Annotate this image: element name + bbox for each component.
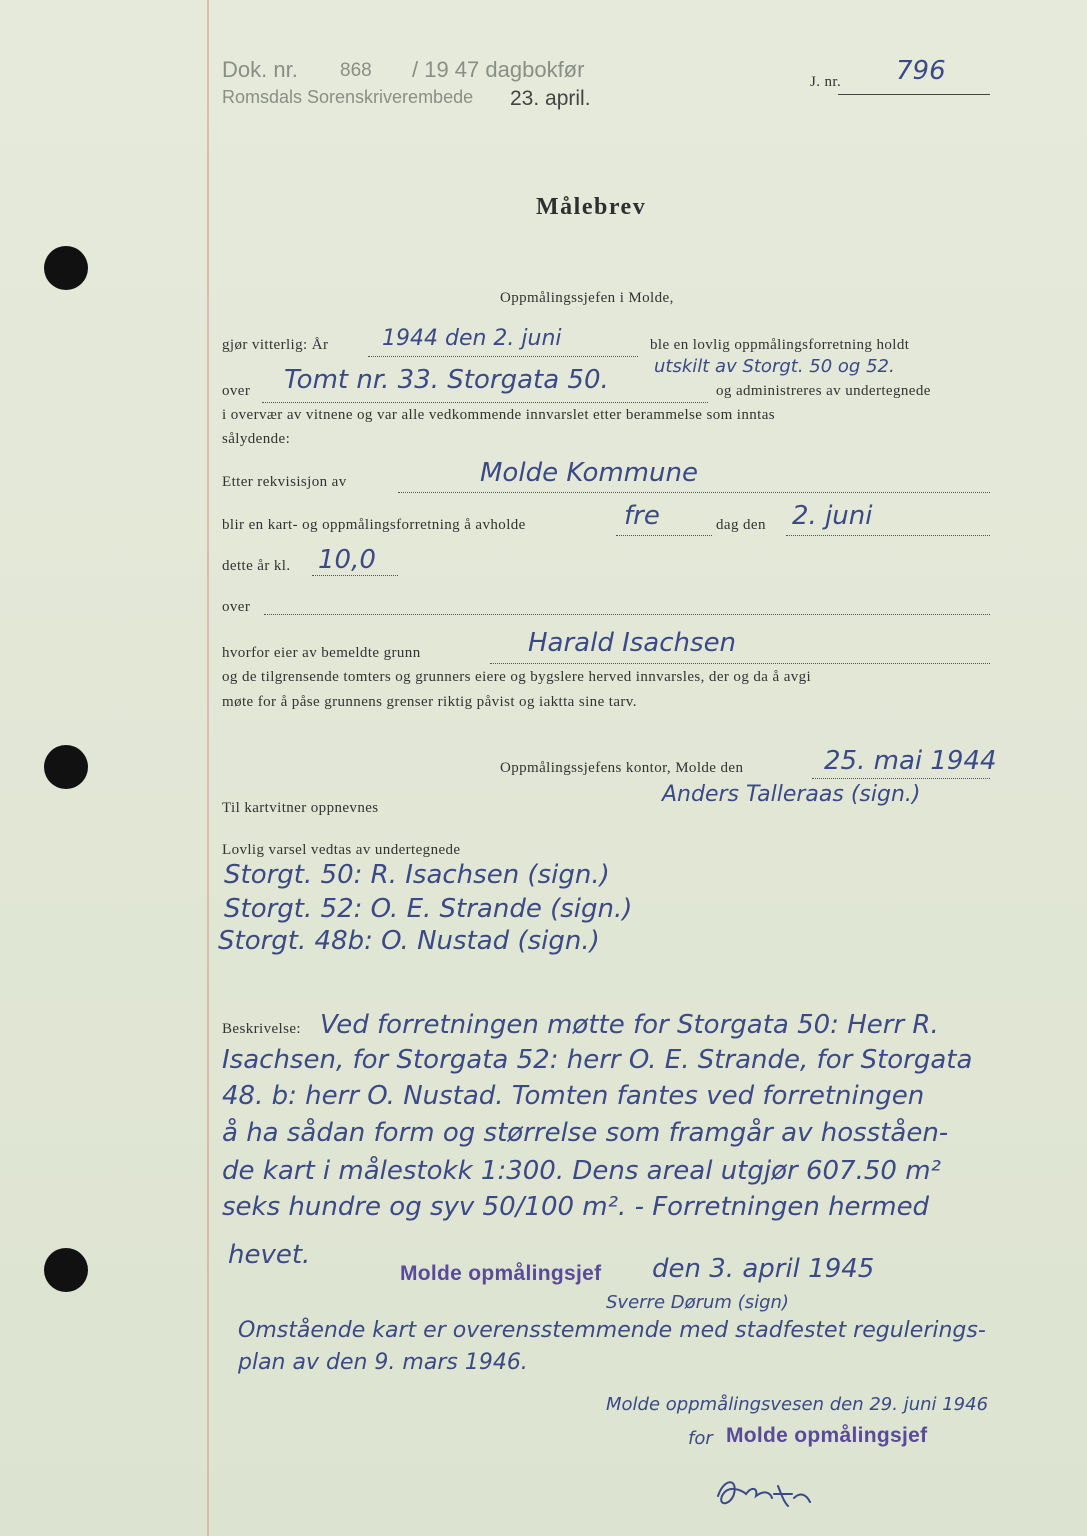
page-title: Målebrev xyxy=(536,194,647,220)
description-line: 48. b: herr O. Nustad. Tomten fantes ved forretningen xyxy=(222,1081,925,1111)
fill-line xyxy=(398,492,990,493)
office-stamp: Molde opmålingsjef xyxy=(400,1262,602,1285)
dok-nr-label: Dok. nr. xyxy=(222,57,298,82)
description-line: Ved forretningen møtte for Storgata 50: Herr R. xyxy=(320,1010,939,1040)
description-line: å ha sådan form og størrelse som framgår av hosståen- xyxy=(222,1118,949,1148)
dok-date: 23. april. xyxy=(510,87,591,110)
fill-line xyxy=(368,356,638,357)
held-mid: dag den xyxy=(716,517,766,533)
description-line: Isachsen, for Storgata 52: herr O. E. Strande, for Storgata xyxy=(222,1045,973,1075)
held-day: fre xyxy=(624,501,660,531)
dok-nr: 868 xyxy=(340,60,372,81)
over-suffix: og administreres av undertegnede xyxy=(716,383,931,399)
signer-line: Storgt. 50: R. Isachsen (sign.) xyxy=(224,860,610,890)
description-line: hevet. xyxy=(228,1240,311,1270)
rekv-label: Etter rekvisisjon av xyxy=(222,474,347,490)
witness-text-2: sålydende: xyxy=(222,431,291,447)
final-for: for xyxy=(688,1428,713,1449)
stamp-date: den 3. april 1945 xyxy=(652,1254,875,1284)
line1-note: utskilt av Storgt. 50 og 52. xyxy=(654,356,895,377)
line1-prefix: gjør vitterlig: År xyxy=(222,337,329,353)
office-date: 25. mai 1944 xyxy=(824,746,997,776)
office-signature: Anders Talleraas (sign.) xyxy=(662,782,921,807)
final-line: Molde oppmålingsvesen den 29. juni 1946 xyxy=(606,1394,989,1415)
notice-text-2: møte for å påse grunnens grenser riktig påvist og iaktta sine tarv. xyxy=(222,694,637,710)
office-line: Oppmålingssjefens kontor, Molde den xyxy=(500,760,744,776)
jnr-label: J. nr. xyxy=(810,74,842,90)
punch-hole xyxy=(44,1248,88,1292)
issuer: Oppmålingssjefen i Molde, xyxy=(500,290,674,306)
held-label: blir en kart- og oppmålingsforretning å avholde xyxy=(222,517,526,533)
owner-label: hvorfor eier av bemeldte grunn xyxy=(222,645,421,661)
approval-line: Omstående kart er overensstemmende med stadfestet regulerings- xyxy=(238,1318,986,1343)
jnr-underline xyxy=(838,94,990,95)
over-value: Tomt nr. 33. Storgata 50. xyxy=(284,365,609,395)
punch-hole xyxy=(44,246,88,290)
signer-line: Storgt. 48b: O. Nustad (sign.) xyxy=(218,926,600,956)
over-label: over xyxy=(222,383,251,399)
jnr-value: 796 xyxy=(896,56,946,86)
kartvitner-label: Til kartvitner oppnevnes xyxy=(222,800,379,816)
fill-line xyxy=(616,535,712,536)
fill-line xyxy=(490,663,990,664)
description-line: seks hundre og syv 50/100 m². - Forretningen hermed xyxy=(222,1192,930,1222)
approval-line: plan av den 9. mars 1946. xyxy=(238,1350,528,1375)
held-date: 2. juni xyxy=(792,501,873,531)
fill-line xyxy=(786,535,990,536)
handwritten-signature xyxy=(712,1472,822,1512)
office-stamp-2: Molde opmålingsjef xyxy=(726,1424,928,1447)
description-line: de kart i målestokk 1:300. Dens areal utgjør 607.50 m² xyxy=(222,1156,941,1186)
margin-line xyxy=(207,0,209,1536)
fill-line xyxy=(264,614,990,615)
fill-line xyxy=(812,778,990,779)
stamp-signature: Sverre Dørum (sign) xyxy=(606,1292,789,1313)
line1-value: 1944 den 2. juni xyxy=(382,326,562,351)
fill-line xyxy=(262,402,708,403)
rekv-value: Molde Kommune xyxy=(480,458,698,488)
description-label: Beskrivelse: xyxy=(222,1021,301,1037)
time-label: dette år kl. xyxy=(222,558,291,574)
signer-line: Storgt. 52: O. E. Strande (sign.) xyxy=(224,894,633,924)
line1-suffix: ble en lovlig oppmålingsforretning holdt xyxy=(650,337,910,353)
owner-value: Harald Isachsen xyxy=(528,628,737,658)
witness-text: i overvær av vitnene og var alle vedkommende innvarslet etter berammelse som inntas xyxy=(222,407,776,423)
time-value: 10,0 xyxy=(318,545,376,575)
over2-label: over xyxy=(222,599,251,615)
dok-year: / 19 47 dagbokfør xyxy=(412,57,585,82)
office-name: Romsdals Sorenskriverembede xyxy=(222,87,474,107)
fill-line xyxy=(312,575,398,576)
punch-hole xyxy=(44,745,88,789)
notice-text: og de tilgrensende tomters og grunners eiere og bygslere herved innvarsles, der og da å avgi xyxy=(222,669,812,685)
varsel-label: Lovlig varsel vedtas av undertegnede xyxy=(222,842,461,858)
